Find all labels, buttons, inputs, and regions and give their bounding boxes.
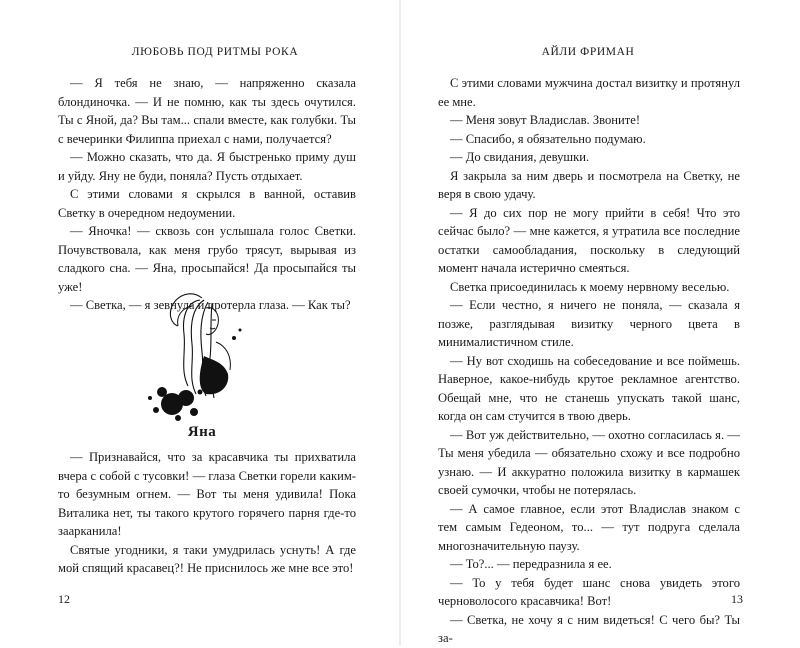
- paragraph: — Светка, — я зевнула и протерла глаза. — Как ты?: [70, 298, 351, 312]
- paragraph: — Меня зовут Владислав. Звоните!: [450, 113, 641, 127]
- paragraph: — Признавайся, что за красавчика ты прихватила вчера с собой с тусовки! — глаза Светки горели каким-то безумным огнем. — Вот ты меня удивила! Пока Виталика нет, ты такого крутого горячего парня где-то заарканила!: [58, 450, 356, 538]
- left-page: [0, 0, 400, 646]
- dress: [200, 356, 229, 394]
- paragraph: С этими словами я скрылся в ванной, оставив Светку в очередном недоумении.: [58, 187, 356, 220]
- paragraph: — До свидания, девушки.: [450, 150, 590, 164]
- paragraph: — Я до сих пор не могу прийти в себя! Что это сейчас было? — мне кажется, я утратила все последние остатки самообладания, поскольку в следующий момент начала истерично смеяться.: [438, 205, 740, 275]
- page-number-left: 12: [58, 592, 70, 606]
- running-head-left: ЛЮБОВЬ ПОД РИТМЫ РОКА: [131, 46, 299, 58]
- paragraph: — Я тебя не знаю, — напряженно сказала блондиночка. — И не помню, как ты здесь очутился. Ты с Яной, да? Вы там... спали вместе, как голубки. Ты с вечеринки Филиппа приехал с нами, получается?: [58, 76, 356, 146]
- paragraph: — Спасибо, я обязательно подумаю.: [450, 131, 646, 146]
- paragraph: — Вот уж действительно, — охотно согласилась я. — Ты меня убедила — обязательно схожу и все подробно узнаю. — И аккуратно положила визитку в кармашек своей сумочки, чтобы не потерялась.: [438, 427, 740, 497]
- paragraph: — То?... — передразнила я ее.: [450, 557, 612, 571]
- running-head-right: АЙЛИ ФРИМАН: [541, 46, 635, 58]
- paragraph: — Если честно, я ничего не поняла, — сказала я позже, разглядывая визитку черного цвета в минималистичном стиле.: [438, 298, 740, 349]
- girl-illustration: [142, 286, 262, 426]
- paragraph: — Светка, не хочу я с ним видеться! С чего бы? Ты за-: [438, 612, 740, 645]
- right-text: [438, 74, 740, 648]
- page-number-right: 13: [731, 592, 743, 606]
- illustration-caption: Яна: [187, 424, 217, 440]
- left-text-bottom: [58, 448, 356, 578]
- paragraph: — Ну вот сходишь на собеседование и все поймешь. Наверное, какое-нибудь крутое рекламное агентство. Обещай мне, что не станешь упускать такой шанс, когда он сам стучится в твою дверь.: [438, 353, 740, 423]
- paragraph: — Можно сказать, что да. Я быстренько приму душ и уйду. Яну не буди, поняла? Пусть отдыхает.: [58, 150, 356, 183]
- paragraph: — А самое главное, если этот Владислав знаком с тем самым Гедеоном, то... — тут подруга сделала многозначительную паузу.: [438, 501, 740, 553]
- paragraph: С этими словами мужчина достал визитку и протянул ее мне.: [438, 76, 740, 109]
- right-page: [400, 0, 800, 646]
- paragraph: — То у тебя будет шанс снова увидеть этого черноволосого красавчика! Вот!: [438, 575, 740, 608]
- left-text-top: [58, 74, 356, 315]
- paragraph: Святые угодники, я таки умудрилась уснуть! А где мой спящий красавец?! Не приснилось же мне все это!: [58, 542, 356, 575]
- paragraph: — Яночка! — сквозь сон услышала голос Светки. Почувствовала, как меня грубо трясут, вырывая из сладкого сна. — Яна, просыпайся! Да просыпайся ты уже!: [58, 224, 356, 294]
- paragraph: Светка присоединилась к моему нервному веселью.: [450, 279, 730, 294]
- paragraph: Я закрыла за ним дверь и посмотрела на Светку, не веря в свою удачу.: [438, 168, 740, 201]
